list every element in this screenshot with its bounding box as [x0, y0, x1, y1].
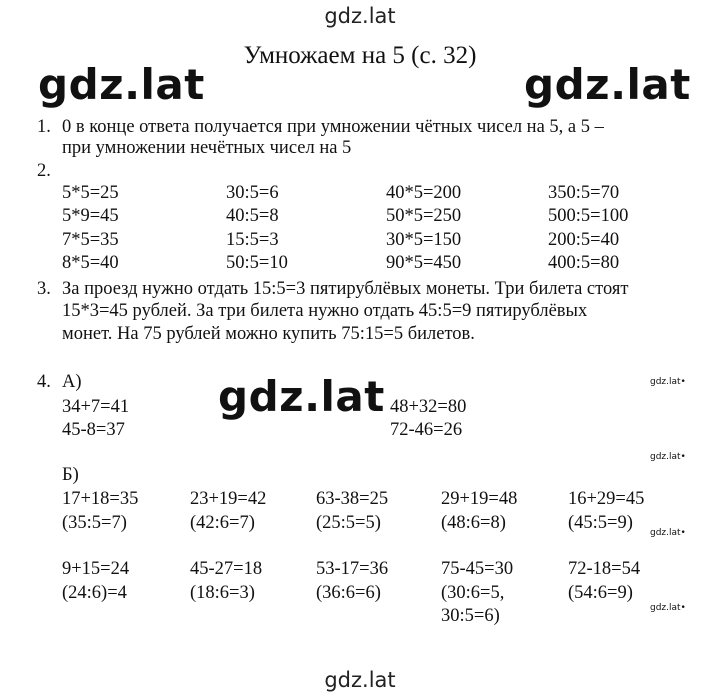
task-2-item: 500:5=100 [548, 206, 629, 226]
watermark-small-4: gdz.lat• [650, 603, 686, 613]
task-2-item: 200:5=40 [548, 230, 620, 250]
part-b-item: (18:6=3) [190, 583, 255, 603]
task-2-item: 350:5=70 [548, 183, 620, 203]
watermark-small-2: gdz.lat• [650, 452, 686, 462]
part-b-item: (36:6=6) [316, 583, 381, 603]
page-title: Умножаем на 5 (с. 32) [243, 42, 477, 69]
task-2-number: 2. [37, 161, 51, 181]
part-b-item: 53-17=36 [316, 559, 389, 579]
part-b-item: 23+19=42 [190, 489, 267, 509]
part-b-item: (54:6=9) [568, 583, 633, 603]
part-b-item: (30:6=5, [441, 583, 505, 603]
task-3-line-1: За проезд нужно отдать 15:5=3 пятирублёвых монеты. Три билета стоят [62, 279, 629, 299]
task-2-item: 400:5=80 [548, 253, 620, 273]
part-a-right-1: 48+32=80 [390, 397, 467, 417]
task-2-item: 40:5=8 [226, 206, 279, 226]
watermark-large-center: gdz.lat [218, 372, 385, 421]
part-b-item: (25:5=5) [316, 513, 381, 533]
task-1-line-1: 0 в конце ответа получается при умножении чётных чисел на 5, а 5 – [62, 117, 604, 137]
task-2-item: 90*5=450 [386, 253, 462, 273]
part-b-item: 29+19=48 [441, 489, 518, 509]
part-b-item: 30:5=6) [441, 606, 500, 626]
task-3-line-2: 15*3=45 рублей. За три билета нужно отдать 45:5=9 пятирублёвых [62, 301, 588, 321]
watermark-bottom: gdz.lat [324, 668, 396, 692]
task-2-item: 30*5=150 [386, 230, 462, 250]
watermark-large-right: gdz.lat [524, 60, 691, 109]
part-b-item: (35:5=7) [62, 513, 127, 533]
part-b-item: (24:6)=4 [62, 583, 127, 603]
task-4-number: 4. [37, 372, 51, 392]
task-2-item: 50:5=10 [226, 253, 288, 273]
task-1-number: 1. [37, 117, 51, 137]
task-2-item: 5*5=25 [62, 183, 119, 203]
part-b-item: 9+15=24 [62, 559, 130, 579]
task-2-item: 8*5=40 [62, 253, 119, 273]
task-2-item: 40*5=200 [386, 183, 462, 203]
part-b-item: 63-38=25 [316, 489, 389, 509]
task-2-item: 7*5=35 [62, 230, 119, 250]
part-b-item: 72-18=54 [568, 559, 641, 579]
part-b-item: (48:6=8) [441, 513, 506, 533]
part-b-item: 75-45=30 [441, 559, 514, 579]
part-b-item: (45:5=9) [568, 513, 633, 533]
watermark-large-left: gdz.lat [38, 60, 205, 109]
part-a-right-2: 72-46=26 [390, 420, 463, 440]
task-3-line-3: монет. На 75 рублей можно купить 75:15=5 билетов. [62, 324, 475, 344]
task-4-part-a-label: А) [62, 372, 82, 392]
watermark-small-3: gdz.lat• [650, 528, 686, 538]
part-b-item: 16+29=45 [568, 489, 645, 509]
task-1-line-2: при умножении нечётных чисел на 5 [62, 138, 352, 158]
task-4-part-b-label: Б) [62, 465, 79, 485]
task-2-item: 50*5=250 [386, 206, 462, 226]
part-b-item: 45-27=18 [190, 559, 263, 579]
task-2-item: 15:5=3 [226, 230, 279, 250]
part-b-item: 17+18=35 [62, 489, 139, 509]
part-a-left-1: 34+7=41 [62, 397, 130, 417]
watermark-small-1: gdz.lat• [650, 377, 686, 387]
task-2-item: 5*9=45 [62, 206, 119, 226]
part-b-item: (42:6=7) [190, 513, 255, 533]
watermark-top: gdz.lat [324, 4, 396, 28]
task-2-item: 30:5=6 [226, 183, 279, 203]
part-a-left-2: 45-8=37 [62, 420, 125, 440]
task-3-number: 3. [37, 279, 51, 299]
